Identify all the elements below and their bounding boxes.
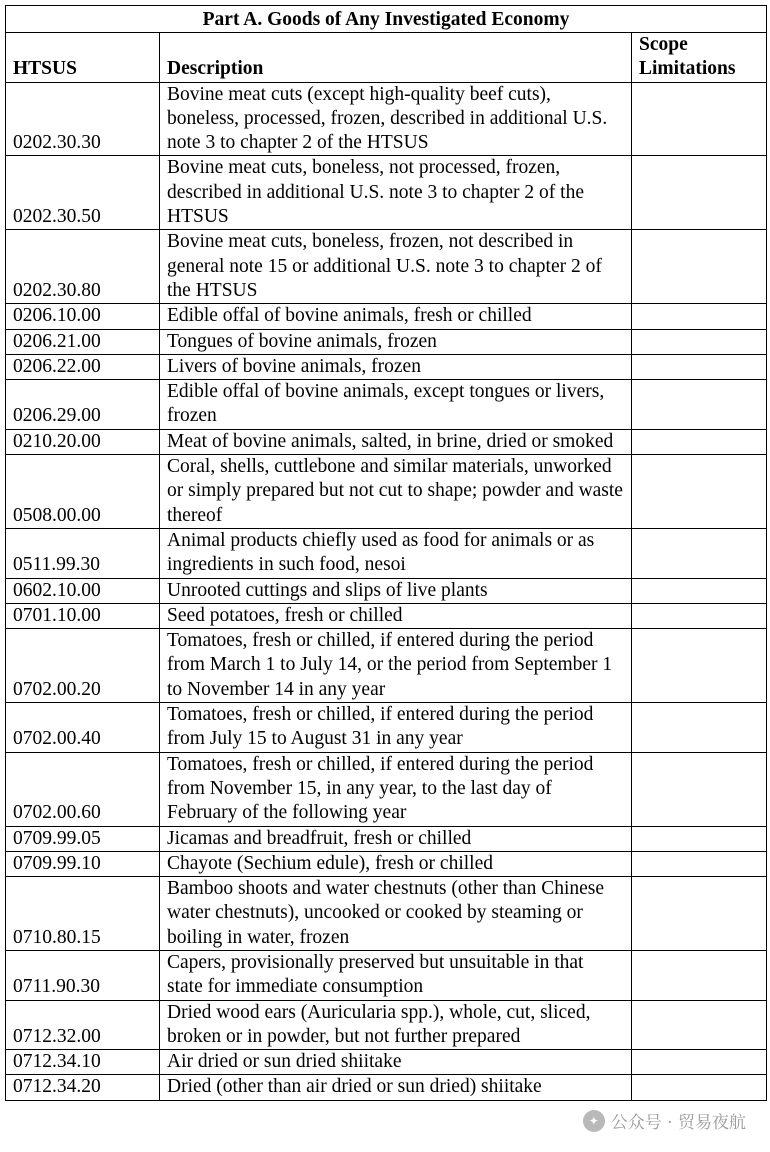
htsus-code: 0712.34.10	[6, 1050, 160, 1075]
scope-limitations-cell	[632, 703, 767, 753]
table-title: Part A. Goods of Any Investigated Economy	[6, 6, 767, 33]
table-row	[6, 578, 767, 603]
table-row	[6, 1075, 767, 1100]
description-cell: Coral, shells, cuttlebone and similar materials, unworked or simply prepared but not cut to shape; powder and waste thereof	[160, 455, 632, 529]
htsus-code: 0701.10.00	[6, 603, 160, 628]
table-row	[6, 230, 767, 304]
table-row	[6, 851, 767, 876]
htsus-code: 0202.30.50	[6, 156, 160, 230]
scope-limitations-cell	[632, 826, 767, 851]
description-cell: Animal products chiefly used as food for animals or as ingredients in such food, nesoi	[160, 528, 632, 578]
table-row	[6, 629, 767, 703]
scope-limitations-cell	[632, 877, 767, 951]
scope-limitations-cell	[632, 851, 767, 876]
table-row	[6, 1050, 767, 1075]
scope-limitations-cell	[632, 752, 767, 826]
htsus-code: 0702.00.60	[6, 752, 160, 826]
htsus-code: 0202.30.30	[6, 82, 160, 156]
htsus-code: 0712.32.00	[6, 1000, 160, 1050]
table-row	[6, 329, 767, 354]
table-row	[6, 1000, 767, 1050]
scope-limitations-cell	[632, 629, 767, 703]
scope-limitations-cell	[632, 455, 767, 529]
description-cell: Bovine meat cuts, boneless, frozen, not described in general note 15 or additional U.S. note 3 to chapter 2 of the HTSUS	[160, 230, 632, 304]
scope-limitations-cell	[632, 603, 767, 628]
description-cell: Unrooted cuttings and slips of live plants	[160, 578, 632, 603]
description-cell: Tomatoes, fresh or chilled, if entered during the period from November 15, in any year, to the last day of February of the following year	[160, 752, 632, 826]
scope-limitations-cell	[632, 1050, 767, 1075]
table-row	[6, 826, 767, 851]
description-cell: Livers of bovine animals, frozen	[160, 354, 632, 379]
description-cell: Tomatoes, fresh or chilled, if entered during the period from July 15 to August 31 in any year	[160, 703, 632, 753]
description-cell: Seed potatoes, fresh or chilled	[160, 603, 632, 628]
description-cell: Dried (other than air dried or sun dried) shiitake	[160, 1075, 632, 1100]
htsus-code: 0202.30.80	[6, 230, 160, 304]
scope-limitations-cell	[632, 304, 767, 329]
description-cell: Edible offal of bovine animals, fresh or chilled	[160, 304, 632, 329]
description-cell: Air dried or sun dried shiitake	[160, 1050, 632, 1075]
htsus-code: 0210.20.00	[6, 429, 160, 454]
htsus-code: 0511.99.30	[6, 528, 160, 578]
table-row	[6, 877, 767, 951]
description-cell: Tongues of bovine animals, frozen	[160, 329, 632, 354]
scope-limitations-cell	[632, 82, 767, 156]
htsus-code: 0206.29.00	[6, 380, 160, 430]
description-cell: Bovine meat cuts (except high-quality beef cuts), boneless, processed, frozen, described in additional U.S. note 3 to chapter 2 of the HTSUS	[160, 82, 632, 156]
table-row	[6, 703, 767, 753]
watermark	[583, 1108, 746, 1133]
description-cell: Capers, provisionally preserved but unsuitable in that state for immediate consumption	[160, 950, 632, 1000]
header-scope-limitations: Scope Limitations	[632, 33, 767, 83]
description-cell: Bovine meat cuts, boneless, not processed, frozen, described in additional U.S. note 3 to chapter 2 of the HTSUS	[160, 156, 632, 230]
scope-limitations-cell	[632, 1000, 767, 1050]
document-page	[5, 5, 766, 1101]
table-row	[6, 752, 767, 826]
htsus-code: 0710.80.15	[6, 877, 160, 951]
description-cell: Tomatoes, fresh or chilled, if entered during the period from March 1 to July 14, or the period from September 1 to November 14 in any year	[160, 629, 632, 703]
header-htsus: HTSUS	[6, 33, 160, 83]
table-row	[6, 380, 767, 430]
scope-limitations-cell	[632, 230, 767, 304]
description-cell: Jicamas and breadfruit, fresh or chilled	[160, 826, 632, 851]
scope-limitations-cell	[632, 354, 767, 379]
description-cell: Bamboo shoots and water chestnuts (other than Chinese water chestnuts), uncooked or cooked by steaming or boiling in water, frozen	[160, 877, 632, 951]
header-description: Description	[160, 33, 632, 83]
htsus-code: 0702.00.20	[6, 629, 160, 703]
htsus-code: 0709.99.10	[6, 851, 160, 876]
table-row	[6, 603, 767, 628]
description-cell: Dried wood ears (Auricularia spp.), whole, cut, sliced, broken or in powder, but not further prepared	[160, 1000, 632, 1050]
table-row	[6, 950, 767, 1000]
scope-limitations-cell	[632, 380, 767, 430]
table-row	[6, 528, 767, 578]
table-row	[6, 455, 767, 529]
description-cell: Chayote (Sechium edule), fresh or chilled	[160, 851, 632, 876]
htsus-code: 0508.00.00	[6, 455, 160, 529]
table-row	[6, 304, 767, 329]
htsus-code: 0206.22.00	[6, 354, 160, 379]
htsus-code: 0702.00.40	[6, 703, 160, 753]
htsus-code: 0206.10.00	[6, 304, 160, 329]
htsus-table	[5, 5, 767, 1101]
htsus-code: 0206.21.00	[6, 329, 160, 354]
table-row	[6, 156, 767, 230]
scope-limitations-cell	[632, 528, 767, 578]
htsus-code: 0602.10.00	[6, 578, 160, 603]
table-row	[6, 429, 767, 454]
scope-limitations-cell	[632, 329, 767, 354]
scope-limitations-cell	[632, 950, 767, 1000]
htsus-code: 0711.90.30	[6, 950, 160, 1000]
description-cell: Edible offal of bovine animals, except tongues or livers, frozen	[160, 380, 632, 430]
table-row	[6, 82, 767, 156]
scope-limitations-cell	[632, 578, 767, 603]
scope-limitations-cell	[632, 156, 767, 230]
htsus-code: 0712.34.20	[6, 1075, 160, 1100]
watermark-text: 公众号 · 贸易夜航	[610, 1113, 746, 1133]
wechat-icon: ✦	[583, 1110, 605, 1132]
htsus-code: 0709.99.05	[6, 826, 160, 851]
scope-limitations-cell	[632, 429, 767, 454]
description-cell: Meat of bovine animals, salted, in brine, dried or smoked	[160, 429, 632, 454]
table-row	[6, 354, 767, 379]
scope-limitations-cell	[632, 1075, 767, 1100]
